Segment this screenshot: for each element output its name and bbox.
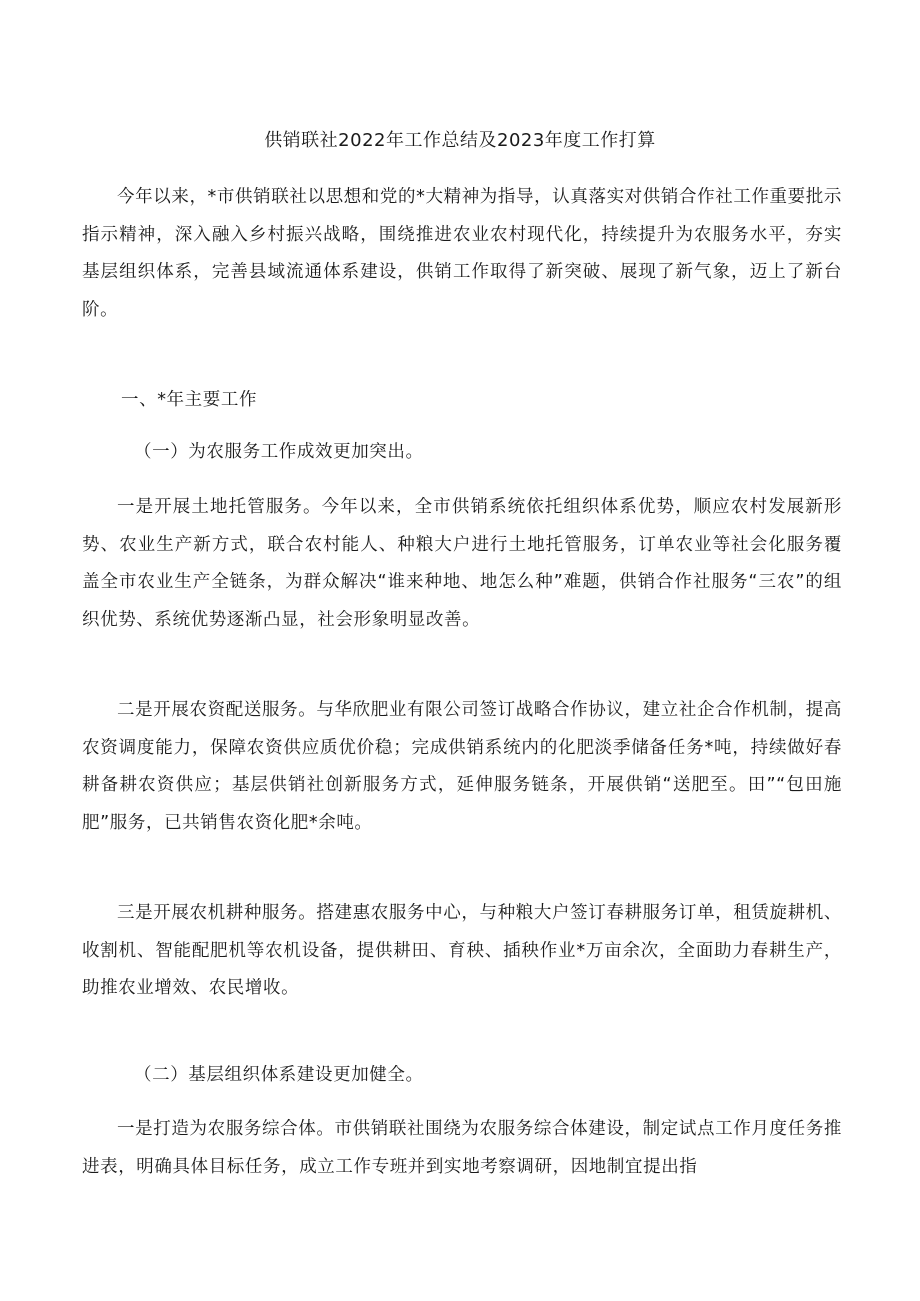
document-title: 供销联社2022年工作总结及2023年度工作打算 [264, 130, 656, 151]
intro-paragraph: 今年以来，*市供销联社以思想和党的*大精神为指导，认真落实对供销合作社工作重要批示指示精神，深入融入乡村振兴战略，围绕推进农业农村现代化，持续提升为农服务水平，夯实基层组织体系，完善县域流通体系建设，供销工作取得了新突破、展现了新气象，迈上了新台阶。 [82, 187, 842, 320]
paragraph-service-complex: 一是打造为农服务综合体。市供销联社围绕为农服务综合体建设，制定试点工作月度任务推进表，明确具体目标任务，成立工作专班并到实地考察调研，因地制宜提出指 [82, 1119, 842, 1177]
paragraph-farm-machinery: 三是开展农机耕种服务。搭建惠农服务中心，与种粮大户签订春耕服务订单，租赁旋耕机、收割机、智能配肥机等农机设备，提供耕田、育秧、插秧作业*万亩余次，全面助力春耕生产，助推农业增效、农民增收。 [82, 903, 842, 998]
section-heading-main-work: 一、*年主要工作 [121, 390, 258, 410]
paragraph-land-trusteeship: 一是开展土地托管服务。今年以来，全市供销系统依托组织体系优势，顺应农村发展新形势、农业生产新方式，联合农村能人、种粮大户进行土地托管服务，订单农业等社会化服务覆盖全市农业生产全链条，为群众解决“谁来种地、地怎么种”难题，供销合作社服务“三农”的组织优势、系统优势逐渐凸显，社会形象明显改善。 [82, 497, 842, 630]
paragraph-farm-supply-delivery: 二是开展农资配送服务。与华欣肥业有限公司签订战略合作协议，建立社企合作机制，提高农资调度能力，保障农资供应质优价稳；完成供销系统内的化肥淡季储备任务*吨，持续做好春耕备耕农资供应；基层供销社创新服务方式，延伸服务链条，开展供销“送肥至。田”“包田施肥”服务，已共销售农资化肥*余吨。 [82, 700, 842, 833]
subsection-heading-farm-services: （一）为农服务工作成效更加突出。 [134, 442, 424, 462]
subsection-heading-grassroots-organization: （二）基层组织体系建设更加健全。 [134, 1065, 424, 1085]
